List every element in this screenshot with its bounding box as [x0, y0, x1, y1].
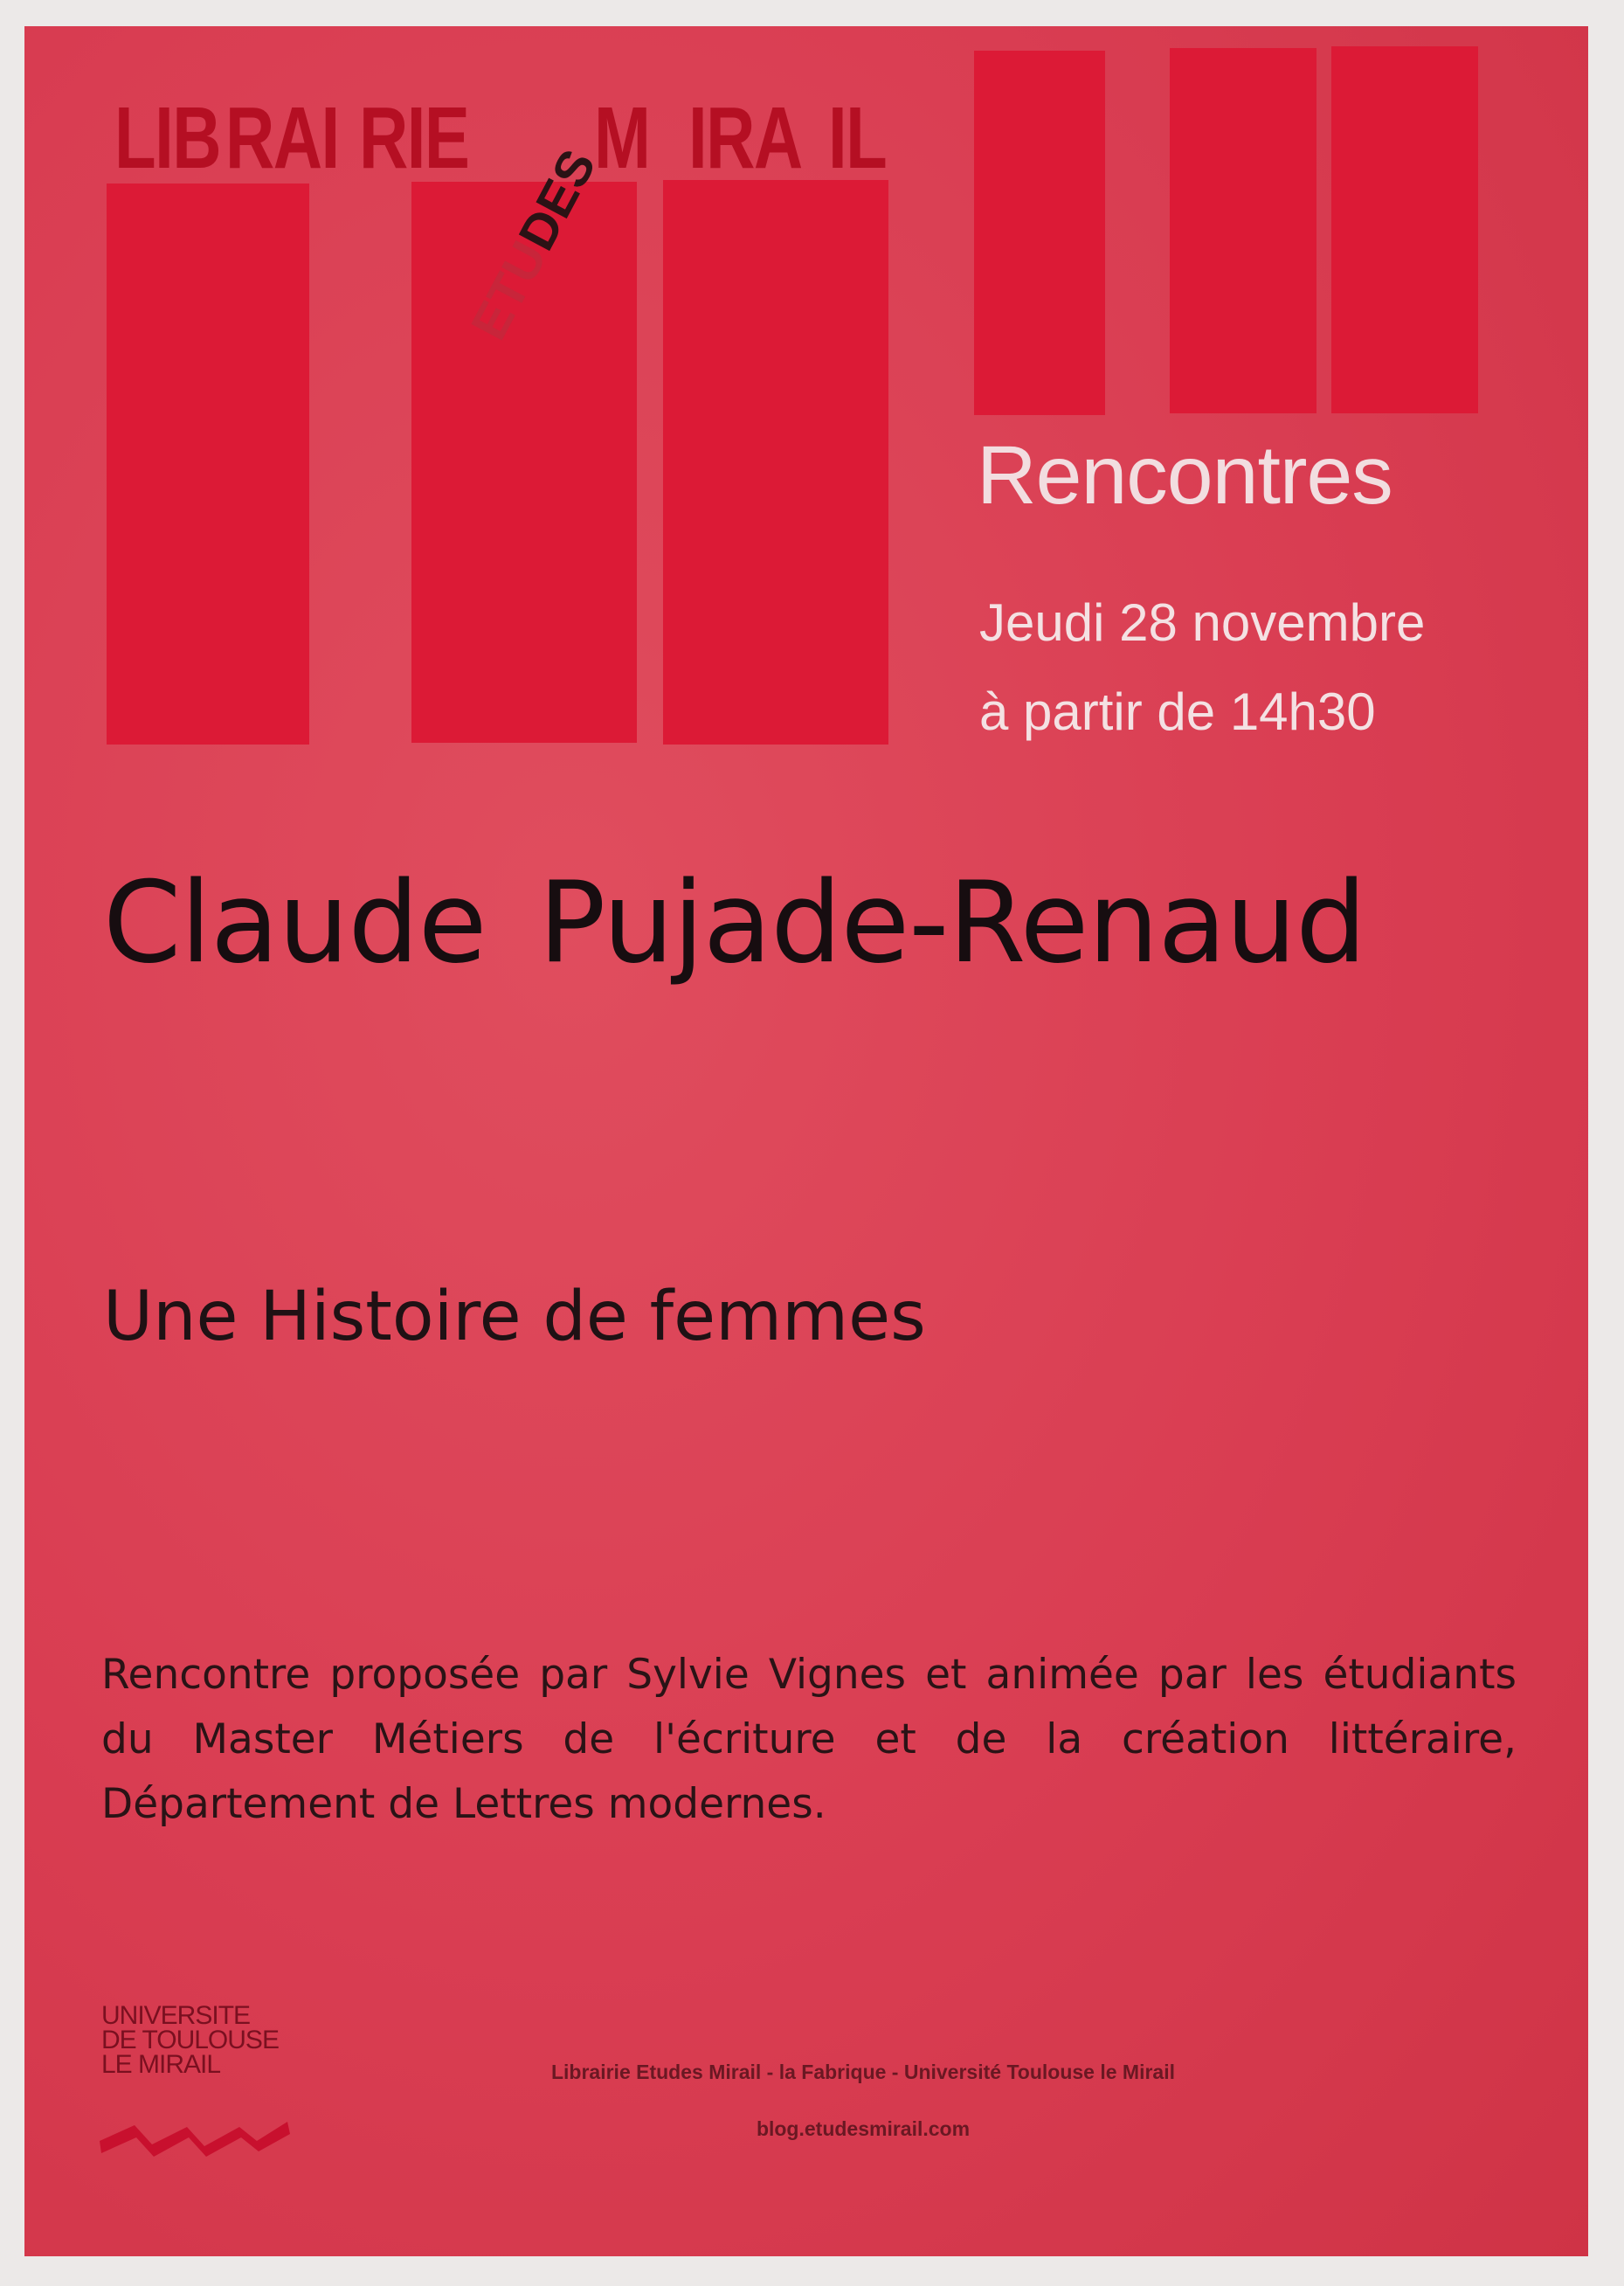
event-heading: Rencontres — [977, 429, 1392, 522]
event-time: à partir de 14h30 — [979, 682, 1376, 741]
logo-word-2: RAI — [225, 89, 339, 187]
logo-word-1: LIB — [114, 89, 220, 187]
decorative-bar-5 — [1170, 48, 1316, 413]
logo-word-6: IL — [828, 89, 887, 187]
footer-partners: Librairie Etudes Mirail - la Fabrique - Université Toulouse le Mirail — [550, 2061, 1175, 2083]
bookshop-logo — [24, 59, 985, 349]
logo-etudes-light: ETU — [460, 232, 558, 349]
university-line-1: UNIVERSITE — [101, 2001, 251, 2030]
decorative-bar-6 — [1331, 46, 1478, 413]
decorative-bar-4 — [974, 51, 1105, 415]
university-line-3: LE MIRAIL — [101, 2050, 221, 2079]
logo-word-5: IRA — [688, 89, 802, 187]
decorative-bar-3 — [663, 180, 888, 745]
event-date: Jeudi 28 novembre — [979, 593, 1426, 652]
book-title: Une Histoire de femmes — [103, 1278, 926, 1356]
author-name: Claude Pujade-Renaud — [103, 858, 1366, 988]
logo-etudes-dark: DES — [508, 140, 607, 260]
event-poster — [24, 26, 1588, 2256]
logo-word-4: M — [594, 89, 650, 187]
footer-blog-url: blog.etudesmirail.com — [756, 2117, 971, 2140]
university-line-2: DE TOULOUSE — [101, 2026, 279, 2054]
event-description: Rencontre proposée par Sylvie Vignes et animée par les étudiants du Master Métiers de l'écriture et de la création littéraire, Département de Lettres modernes. — [101, 1651, 1517, 1828]
logo-word-3: RIE — [359, 89, 469, 187]
decorative-bar-1 — [107, 184, 309, 745]
